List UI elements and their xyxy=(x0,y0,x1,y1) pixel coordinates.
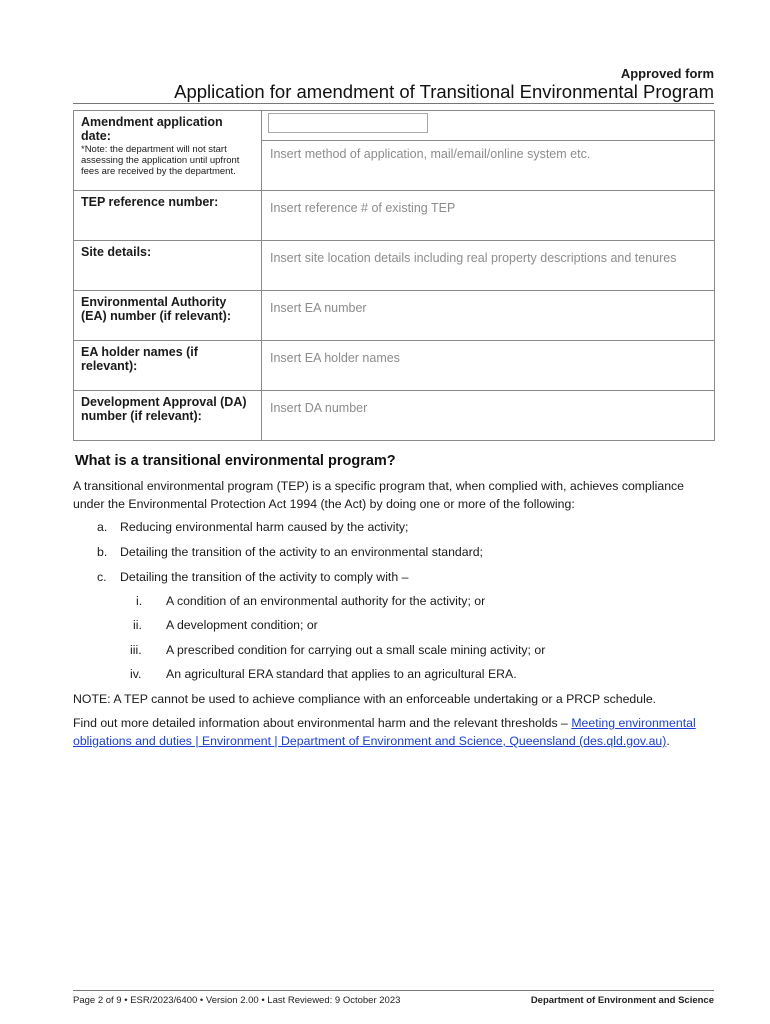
sublist-item-marker: iv. xyxy=(130,667,142,681)
more-info-suffix: . xyxy=(666,734,670,748)
sublist-item: A condition of an environmental authority for the activity; or xyxy=(166,594,486,608)
ea-holder-names-label: EA holder names (if relevant): xyxy=(74,341,262,391)
application-method-field[interactable]: Insert method of application, mail/email/online system etc. xyxy=(270,147,591,161)
da-number-field[interactable]: Insert DA number xyxy=(262,391,715,441)
list-item-marker: c. xyxy=(97,570,107,584)
ea-holder-names-field[interactable]: Insert EA holder names xyxy=(262,341,715,391)
sublist-item-marker: iii. xyxy=(130,643,142,657)
sublist-item: A development condition; or xyxy=(166,618,318,632)
ea-number-label: Environmental Authority (EA) number (if relevant): xyxy=(74,291,262,341)
note-paragraph: NOTE: A TEP cannot be used to achieve compliance with an enforceable undertaking or a PRCP schedule. xyxy=(73,692,657,706)
footer-department: Department of Environment and Science xyxy=(530,995,714,1006)
sublist-item-marker: i. xyxy=(136,594,143,608)
intro-paragraph: A transitional environmental program (TEP) is a specific program that, when complied with, achieves compliance under the Environmental Protection Act 1994 (the Act) by doing one or more of the following: xyxy=(73,479,685,511)
application-form-table xyxy=(73,110,715,441)
ea-number-field[interactable]: Insert EA number xyxy=(262,291,715,341)
list-item-marker: b. xyxy=(97,545,108,559)
sublist-item-marker: ii. xyxy=(133,618,142,632)
footer-divider xyxy=(73,990,714,991)
section-heading: What is a transitional environmental program? xyxy=(75,453,396,469)
more-info-paragraph xyxy=(73,714,703,750)
da-number-label: Development Approval (DA) number (if relevant): xyxy=(74,391,262,441)
approved-form-label: Approved form xyxy=(620,66,714,81)
title-divider xyxy=(73,103,714,104)
amendment-date-label-cell xyxy=(74,111,262,191)
footer-page-info: Page 2 of 9 • ESR/2023/6400 • Version 2.00 • Last Reviewed: 9 October 2023 xyxy=(73,995,401,1006)
list-item: Detailing the transition of the activity to an environmental standard; xyxy=(120,545,483,559)
site-details-field[interactable]: Insert site location details including real property descriptions and tenures xyxy=(262,241,715,291)
sublist-item: An agricultural ERA standard that applies to an agricultural ERA. xyxy=(166,667,517,681)
amendment-date-label: Amendment application date: xyxy=(81,115,223,143)
sublist-item: A prescribed condition for carrying out a small scale mining activity; or xyxy=(166,643,546,657)
list-item-marker: a. xyxy=(97,520,108,534)
list-item: Reducing environmental harm caused by the activity; xyxy=(120,520,409,534)
more-info-text: Find out more detailed information about environmental harm and the relevant thresholds – xyxy=(73,716,572,730)
list-item: Detailing the transition of the activity to comply with – xyxy=(120,570,409,584)
fee-note: *Note: the department will not start assessing the application until upfront fees are received by the department. xyxy=(81,144,240,177)
tep-reference-field[interactable]: Insert reference # of existing TEP xyxy=(262,191,715,241)
environmental-obligations-link[interactable]: Meeting environmental obligations and duties | Environment | Department of Environment and Science, Queensland (des.qld.gov.au) xyxy=(73,716,696,748)
site-details-label: Site details: xyxy=(74,241,262,291)
tep-reference-label: TEP reference number: xyxy=(74,191,262,241)
amendment-date-input[interactable] xyxy=(268,113,428,133)
amendment-date-value-cell xyxy=(262,111,715,191)
amendment-date-field-wrapper xyxy=(262,111,714,141)
page-title: Application for amendment of Transitional Environmental Program xyxy=(174,81,714,102)
